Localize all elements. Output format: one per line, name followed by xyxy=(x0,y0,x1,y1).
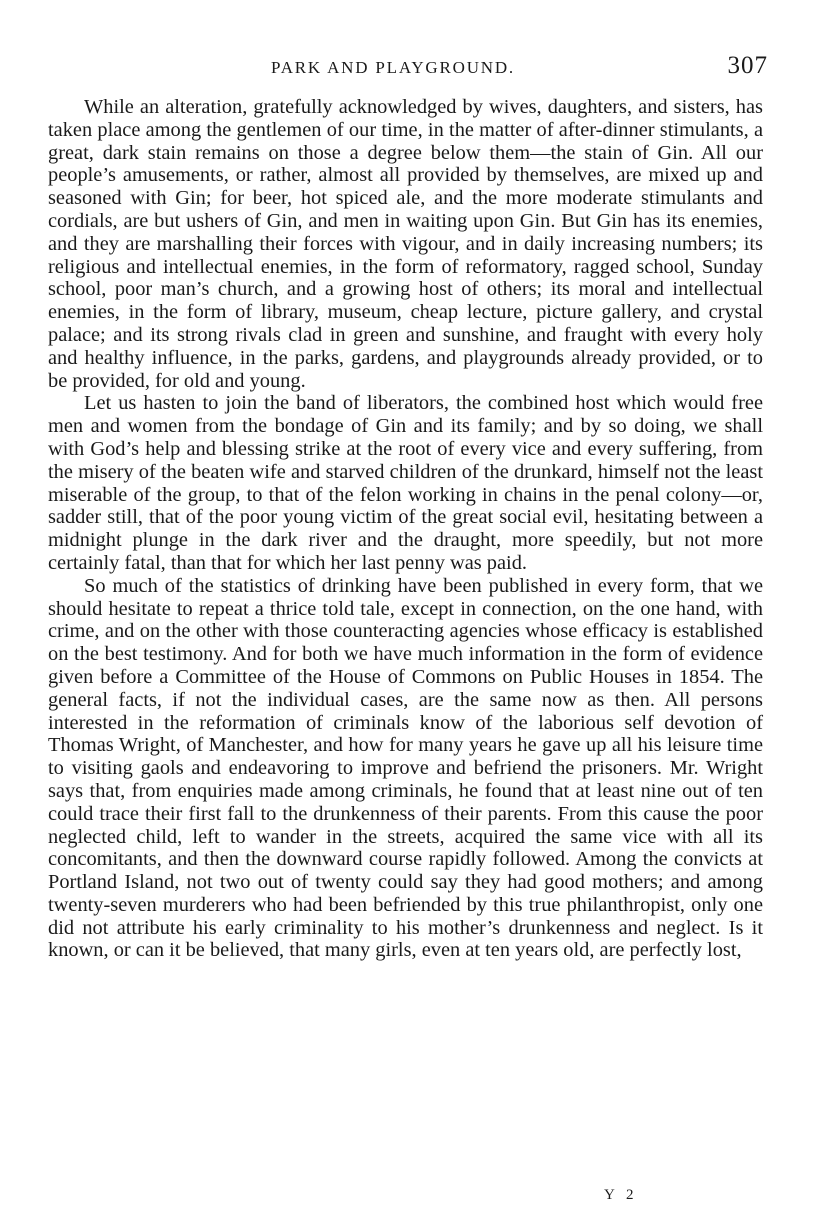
running-title: PARK AND PLAYGROUND. xyxy=(271,58,515,77)
body-text xyxy=(48,96,763,962)
paragraph-liberators: Let us hasten to join the band of liberators, the combined host which would free men and women from the bondage of Gin and its family; and by so doing, we shall with God’s help and blessing strike at the root of every vice and every suffering, from the misery of the beaten wife and starved children of the drunkard, himself not the least miserable of the group, to that of the felon working in chains in the penal colony—or, sadder still, that of the poor young victim of the great social evil, hesitating between a midnight plunge in the dark river and the draught, more speedily, but not more certainly fatal, than that for which her last penny was paid. xyxy=(48,392,763,574)
running-head xyxy=(48,52,768,84)
page-number: 307 xyxy=(727,52,768,79)
signature-mark: Y 2 xyxy=(604,1187,638,1203)
paragraph-gin-stain: While an alteration, gratefully acknowledged by wives, daughters, and sisters, has taken place among the gentlemen of our time, in the matter of after-dinner stimulants, a great, dark stain remains on those a degree below them—the stain of Gin. All our people’s amusements, or rather, almost all provided by themselves, are mixed up and seasoned with Gin; for beer, hot spiced ale, and the more moderate stimulants and cordials, are but ushers of Gin, and men in waiting upon Gin. But Gin has its enemies, and they are marshalling their forces with vigour, and in daily increasing numbers; its religious and intellectual enemies, in the form of reformatory, ragged school, Sunday school, poor man’s church, and a growing host of others; its moral and intellectual enemies, in the form of library, museum, cheap lecture, picture gallery, and crystal palace; and its strong rivals clad in green and sunshine, and fraught with every holy and healthy influence, in the parks, gardens, and playgrounds already provided, or to be provided, for old and young. xyxy=(48,96,763,392)
paragraph-statistics: So much of the statistics of drinking have been published in every form, that we should hesitate to repeat a thrice told tale, except in connection, on the one hand, with crime, and on the other with those counteracting agencies whose efficacy is established on the best testimony. And for both we have much information in the form of evidence given before a Committee of the House of Commons on Public Houses in 1854. The general facts, if not the individual cases, are the same now as then. All persons interested in the reformation of criminals know of the laborious self devotion of Thomas Wright, of Manchester, and how for many years he gave up all his leisure time to visiting gaols and endeavoring to improve and befriend the prisoners. Mr. Wright says that, from enquiries made among criminals, he found that at least nine out of ten could trace their first fall to the drunkenness of their parents. From this cause the poor neglected child, left to wander in the streets, acquired the same vice with all its concomitants, and then the downward course rapidly followed. Among the convicts at Portland Island, not two out of twenty could say they had good mothers; and among twenty-seven murderers who had been befriended by this true philanthropist, only one did not attribute his early criminality to his mother’s drunkenness and neglect. Is it known, or can it be believed, that many girls, even at ten years old, are perfectly lost, xyxy=(48,574,763,962)
